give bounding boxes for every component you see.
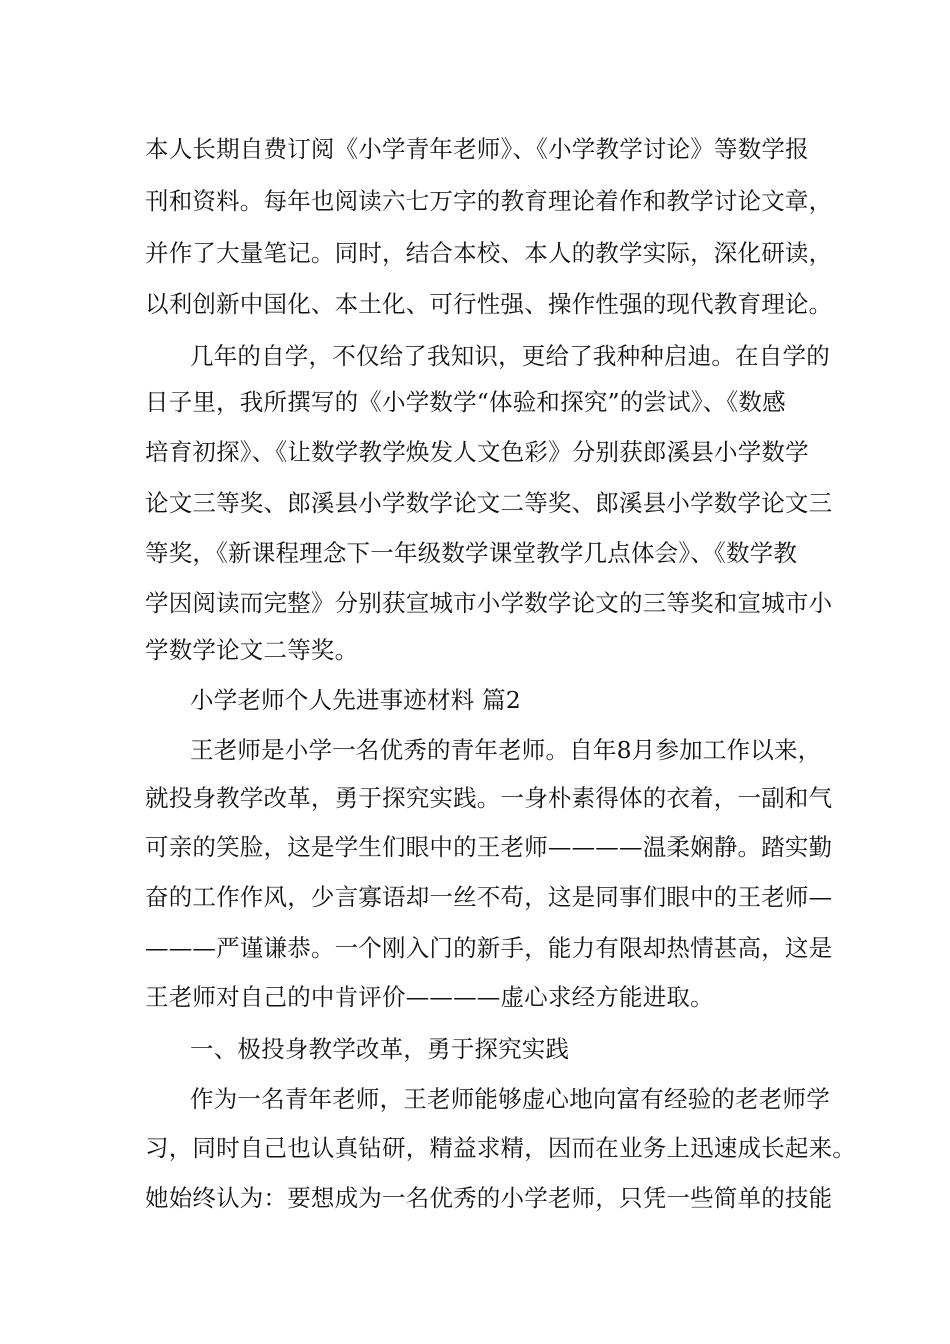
text-line: ———严谨谦恭。一个刚入门的新手，能力有限却热情甚高，这是	[145, 934, 833, 962]
text-line: 等奖，《新课程理念下一年级数学课堂教学几点体会》、《数学教	[145, 539, 798, 567]
subsection-heading: 一、极投身教学改革，勇于探究实践	[190, 1035, 570, 1063]
text-line: 论文三等奖、郎溪县小学数学论文二等奖、郎溪县小学数学论文三	[145, 489, 833, 517]
text-line: 学数学论文二等奖。	[145, 636, 359, 664]
text-line: 作为一名青年老师，王老师能够虚心地向富有经验的老老师学	[190, 1085, 830, 1113]
text-line: 刊和资料。每年也阅读六七万字的教育理论着作和教学讨论文章，	[145, 187, 833, 215]
text-line: 以利创新中国化、本土化、可行性强、操作性强的现代教育理论。	[145, 290, 833, 318]
text-line: 培育初探》、《让数学教学焕发人文色彩》分别获郎溪县小学数学	[145, 438, 809, 466]
text-line: 王老师是小学一名优秀的青年老师。自年8月参加工作以来，	[190, 736, 822, 764]
text-line: 并作了大量笔记。同时，结合本校、本人的教学实际，深化研读，	[145, 239, 833, 267]
section-heading: 小学老师个人先进事迹材料 篇2	[190, 686, 521, 714]
text-line: 习，同时自己也认真钻研，精益求精，因而在业务上迅速成长起来。	[145, 1134, 856, 1162]
text-line: 日子里，我所撰写的《小学数学“体验和探究”的尝试》、《数感	[145, 388, 786, 416]
text-line: 她始终认为：要想成为一名优秀的小学老师，只凭一些简单的技能	[145, 1184, 833, 1212]
text-line: 王老师对自己的中肯评价————虚心求经方能进取。	[145, 983, 714, 1011]
text-line: 就投身教学改革，勇于探究实践。一身朴素得体的衣着，一副和气	[145, 784, 833, 812]
text-line: 可亲的笑脸，这是学生们眼中的王老师————温柔娴静。踏实勤	[145, 833, 833, 861]
text-line: 几年的自学，不仅给了我知识，更给了我种种启迪。在自学的	[190, 342, 830, 370]
text-line: 本人长期自费订阅《小学青年老师》、《小学教学讨论》等数学报	[145, 135, 809, 163]
text-line: 奋的工作作风，少言寡语却一丝不苟，这是同事们眼中的王老师—	[145, 883, 833, 911]
text-line: 学因阅读而完整》分别获宣城市小学数学论文的三等奖和宣城市小	[145, 589, 833, 617]
